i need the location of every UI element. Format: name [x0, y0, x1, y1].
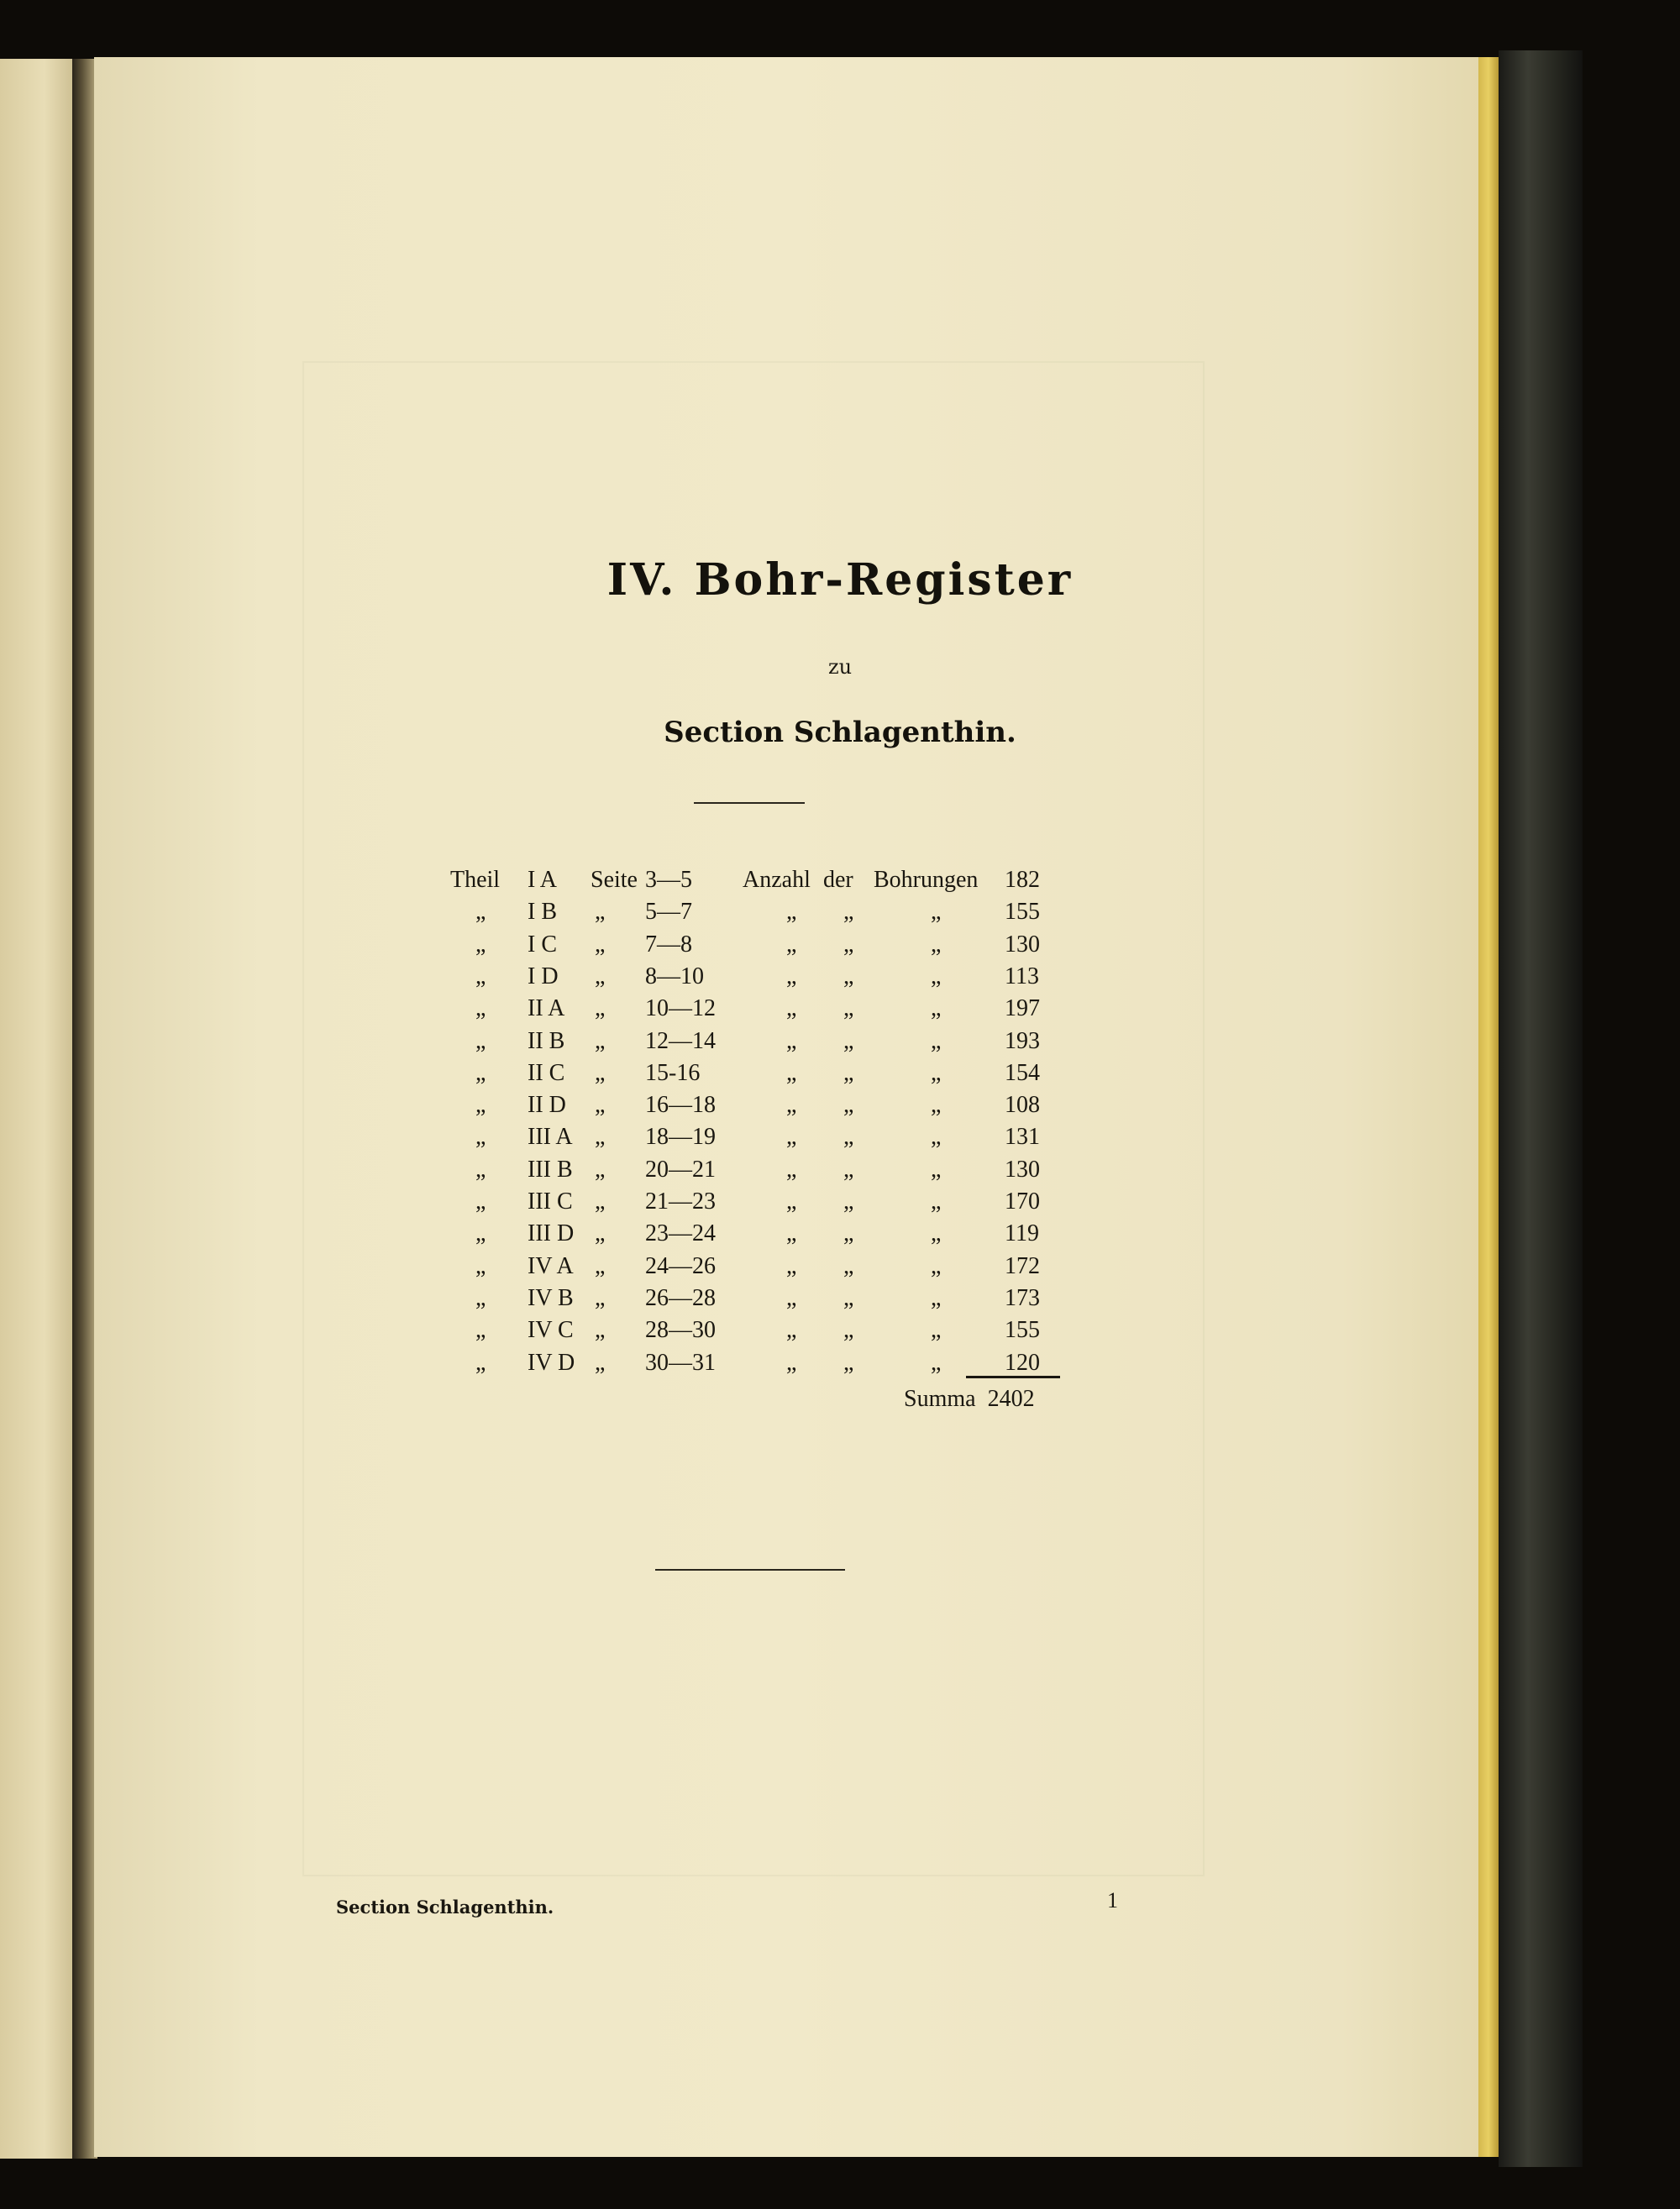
- ditto-mark: „: [931, 1059, 942, 1086]
- ditto-mark: „: [595, 1349, 606, 1376]
- pages-cell: 8—10: [645, 963, 704, 989]
- sum-underline: [966, 1376, 1060, 1378]
- count-cell: 170: [1005, 1188, 1040, 1215]
- part-cell: III B: [528, 1156, 573, 1183]
- ditto-mark: „: [475, 1188, 486, 1215]
- ditto-mark: „: [843, 1059, 854, 1086]
- bottom-divider: [655, 1569, 845, 1571]
- part-cell: IV D: [528, 1349, 575, 1376]
- pages-cell: 15-16: [645, 1059, 701, 1086]
- ditto-mark: „: [931, 1317, 942, 1344]
- ditto-mark: „: [475, 1284, 486, 1311]
- ditto-mark: „: [475, 963, 486, 989]
- ditto-mark: „: [475, 1027, 486, 1054]
- pages-cell: 18—19: [645, 1124, 716, 1151]
- count-cell: 154: [1005, 1059, 1040, 1086]
- ditto-mark: „: [843, 1220, 854, 1247]
- count-cell: 108: [1005, 1092, 1040, 1119]
- der-label: der: [823, 867, 853, 893]
- pages-cell: 16—18: [645, 1092, 716, 1119]
- gilded-page-edge: [1478, 57, 1499, 2157]
- part-cell: III C: [528, 1188, 573, 1215]
- ditto-mark: „: [595, 1284, 606, 1311]
- part-cell: I A: [528, 867, 557, 893]
- ditto-mark: „: [595, 963, 606, 989]
- pages-cell: 21—23: [645, 1188, 716, 1215]
- ditto-mark: „: [786, 931, 797, 958]
- pages-cell: 23—24: [645, 1220, 716, 1247]
- ditto-mark: „: [843, 963, 854, 989]
- count-cell: 130: [1005, 1156, 1040, 1183]
- pages-cell: 12—14: [645, 1027, 716, 1054]
- count-cell: 113: [1005, 963, 1039, 989]
- ditto-mark: „: [786, 1059, 797, 1086]
- ditto-mark: „: [475, 995, 486, 1022]
- book-cover: [1499, 50, 1583, 2167]
- ditto-mark: „: [843, 1027, 854, 1054]
- ditto-mark: „: [595, 1059, 606, 1086]
- pages-cell: 26—28: [645, 1284, 716, 1311]
- summa-line: [904, 1386, 1047, 1413]
- page-title: IV. Bohr-Register: [606, 554, 1074, 606]
- part-cell: IV C: [528, 1317, 574, 1344]
- pages-cell: 24—26: [645, 1252, 716, 1279]
- pages-cell: 5—7: [645, 899, 692, 926]
- ditto-mark: „: [595, 1092, 606, 1119]
- ditto-mark: „: [595, 995, 606, 1022]
- ditto-mark: „: [786, 1220, 797, 1247]
- ditto-mark: „: [931, 1252, 942, 1279]
- count-cell: 130: [1005, 931, 1040, 958]
- count-cell: 120: [1005, 1349, 1040, 1376]
- part-cell: IV A: [528, 1252, 574, 1279]
- pages-cell: 7—8: [645, 931, 692, 958]
- ditto-mark: „: [931, 1220, 942, 1247]
- page-number: 1: [1107, 1888, 1118, 1913]
- ditto-mark: „: [843, 1156, 854, 1183]
- count-cell: 131: [1005, 1124, 1040, 1151]
- ditto-mark: „: [931, 1092, 942, 1119]
- ditto-mark: „: [475, 1124, 486, 1151]
- ditto-mark: „: [786, 1349, 797, 1376]
- ditto-mark: „: [931, 931, 942, 958]
- ditto-mark: „: [595, 1124, 606, 1151]
- count-cell: 173: [1005, 1284, 1040, 1311]
- count-cell: 155: [1005, 1317, 1040, 1344]
- section-title: Section Schlagenthin.: [664, 716, 1016, 749]
- ditto-mark: „: [595, 931, 606, 958]
- ditto-mark: „: [786, 963, 797, 989]
- ditto-mark: „: [931, 1124, 942, 1151]
- theil-label: Theil: [450, 867, 501, 893]
- ditto-mark: „: [843, 1124, 854, 1151]
- ditto-mark: „: [843, 1092, 854, 1119]
- pages-cell: 30—31: [645, 1349, 716, 1376]
- part-cell: I C: [528, 931, 557, 958]
- seite-label: Seite: [591, 867, 638, 893]
- ditto-mark: „: [931, 995, 942, 1022]
- part-cell: II B: [528, 1027, 565, 1054]
- ditto-mark: „: [475, 1220, 486, 1247]
- ditto-mark: „: [475, 931, 486, 958]
- ditto-mark: „: [931, 1188, 942, 1215]
- ditto-mark: „: [843, 995, 854, 1022]
- pages-cell: 10—12: [645, 995, 716, 1022]
- part-cell: II A: [528, 995, 565, 1022]
- ditto-mark: „: [475, 1252, 486, 1279]
- ditto-mark: „: [595, 1220, 606, 1247]
- ditto-mark: „: [475, 899, 486, 926]
- ditto-mark: „: [786, 1188, 797, 1215]
- ditto-mark: „: [595, 1156, 606, 1183]
- ditto-mark: „: [786, 1317, 797, 1344]
- ditto-mark: „: [843, 1252, 854, 1279]
- anzahl-label: Anzahl: [743, 867, 811, 893]
- part-cell: I B: [528, 899, 557, 926]
- part-cell: III D: [528, 1220, 575, 1247]
- ditto-mark: „: [595, 1027, 606, 1054]
- ditto-mark: „: [475, 1092, 486, 1119]
- ditto-mark: „: [475, 1059, 486, 1086]
- left-page-edge: [0, 59, 74, 2159]
- bohrungen-label: Bohrungen: [874, 867, 979, 893]
- ditto-mark: „: [475, 1156, 486, 1183]
- pages-cell: 20—21: [645, 1156, 716, 1183]
- ditto-mark: „: [931, 1027, 942, 1054]
- ditto-mark: „: [786, 1156, 797, 1183]
- ditto-mark: „: [843, 1188, 854, 1215]
- ditto-mark: „: [595, 1317, 606, 1344]
- ditto-mark: „: [786, 1284, 797, 1311]
- pages-cell: 28—30: [645, 1317, 716, 1344]
- ditto-mark: „: [931, 1284, 942, 1311]
- ditto-mark: „: [931, 963, 942, 989]
- subtitle-preposition: zu: [827, 655, 853, 679]
- footer-section-name: Section Schlagenthin.: [336, 1897, 554, 1918]
- ditto-mark: „: [931, 1156, 942, 1183]
- summa-label: Summa: [904, 1386, 976, 1412]
- count-cell: 119: [1005, 1220, 1039, 1247]
- ditto-mark: „: [843, 899, 854, 926]
- part-cell: II D: [528, 1092, 566, 1119]
- ditto-mark: „: [843, 1284, 854, 1311]
- ditto-mark: „: [931, 899, 942, 926]
- count-cell: 197: [1005, 995, 1040, 1022]
- ditto-mark: „: [595, 899, 606, 926]
- ditto-mark: „: [595, 1188, 606, 1215]
- ditto-mark: „: [786, 995, 797, 1022]
- ditto-mark: „: [931, 1349, 942, 1376]
- ditto-mark: „: [475, 1349, 486, 1376]
- part-cell: I D: [528, 963, 559, 989]
- ditto-mark: „: [786, 899, 797, 926]
- ditto-mark: „: [595, 1252, 606, 1279]
- summa-value: 2402: [987, 1386, 1035, 1412]
- ditto-mark: „: [843, 1317, 854, 1344]
- part-cell: III A: [528, 1124, 573, 1151]
- ditto-mark: „: [786, 1092, 797, 1119]
- part-cell: II C: [528, 1059, 565, 1086]
- ditto-mark: „: [786, 1124, 797, 1151]
- count-cell: 182: [1005, 867, 1040, 893]
- pages-cell: 3—5: [645, 867, 692, 893]
- ditto-mark: „: [843, 931, 854, 958]
- title-divider: [694, 802, 805, 804]
- ditto-mark: „: [786, 1027, 797, 1054]
- ditto-mark: „: [475, 1317, 486, 1344]
- count-cell: 193: [1005, 1027, 1040, 1054]
- count-cell: 172: [1005, 1252, 1040, 1279]
- part-cell: IV B: [528, 1284, 574, 1311]
- count-cell: 155: [1005, 899, 1040, 926]
- ditto-mark: „: [786, 1252, 797, 1279]
- ditto-mark: „: [843, 1349, 854, 1376]
